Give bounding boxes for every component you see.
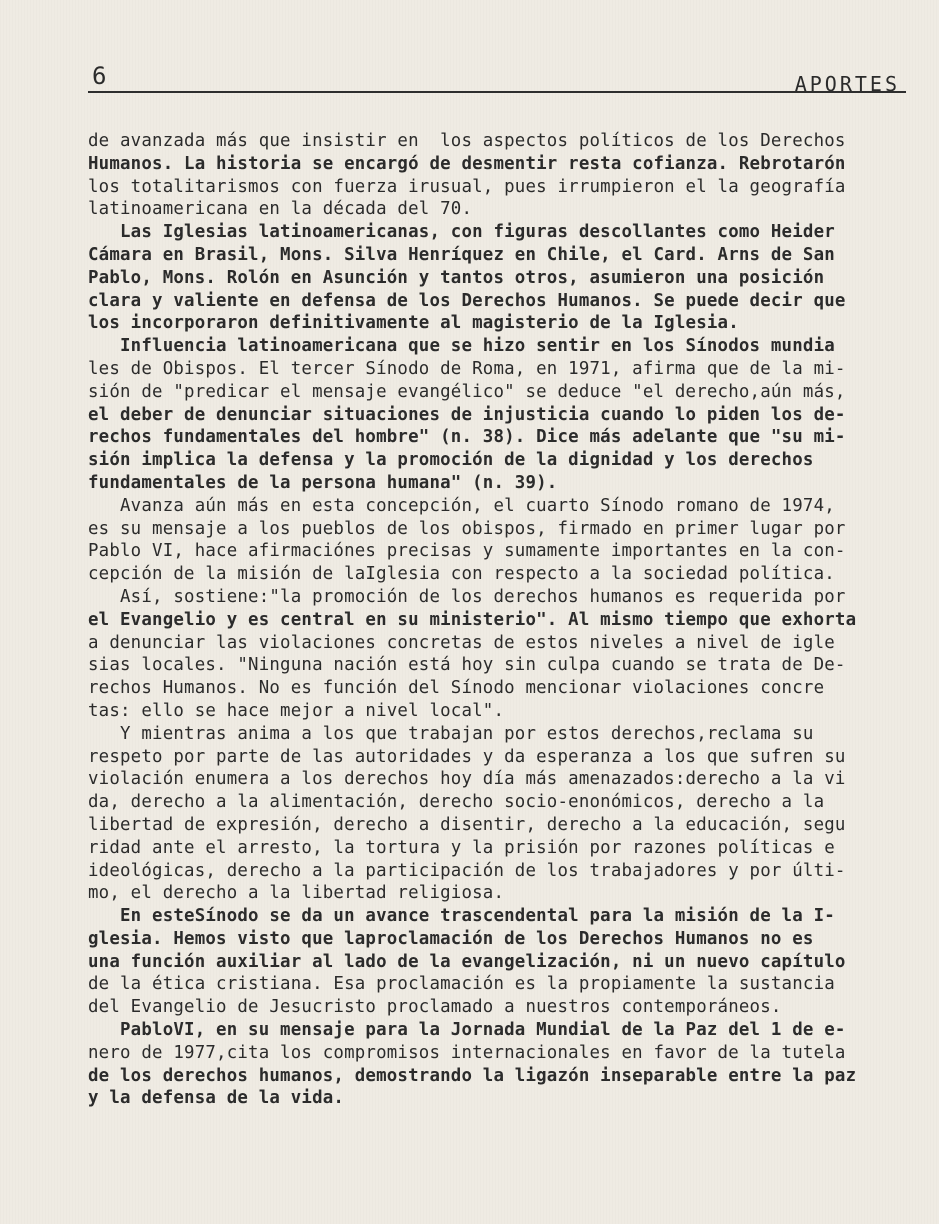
- text-line: Avanza aún más en esta concepción, el cuarto Sínodo romano de 1974,: [88, 495, 835, 516]
- header-rule: [88, 91, 906, 93]
- text-line: Pablo VI, hace afirmaciónes precisas y sumamente importantes en la con-: [88, 541, 846, 562]
- text-line: ridad ante el arresto, la tortura y la prisión por razones políticas e: [88, 837, 835, 858]
- text-line: de la ética cristiana. Esa proclamación es la propiamente la sustancia: [88, 974, 835, 995]
- text-line: cepción de la misión de laIglesia con respecto a la sociedad política.: [88, 564, 835, 585]
- text-line: a denunciar las violaciones concretas de estos niveles a nivel de igle: [88, 632, 835, 653]
- text-line: el Evangelio y es central en su ministerio". Al mismo tiempo que exhorta: [88, 609, 857, 630]
- text-line: nero de 1977,cita los compromisos internacionales en favor de la tutela: [88, 1042, 846, 1063]
- text-line: latinoamericana en la década del 70.: [88, 199, 473, 220]
- text-line: Las Iglesias latinoamericanas, con figuras descollantes como Heider: [88, 222, 835, 243]
- text-line: glesia. Hemos visto que laproclamación de los Derechos Humanos no es: [88, 928, 814, 949]
- text-line: el deber de denunciar situaciones de injusticia cuando lo piden los de-: [88, 404, 846, 425]
- text-line: sión de "predicar el mensaje evangélico" se deduce "el derecho,aún más,: [88, 381, 846, 402]
- running-head: APORTES: [794, 72, 900, 96]
- text-line: de avanzada más que insistir en los aspectos políticos de los Derechos: [88, 131, 846, 151]
- text-line: clara y valiente en defensa de los Derechos Humanos. Se puede decir que: [88, 290, 846, 311]
- text-line: les de Obispos. El tercer Sínodo de Roma, en 1971, afirma que de la mi-: [88, 358, 846, 379]
- text-line: mo, el derecho a la libertad religiosa.: [88, 883, 505, 904]
- text-line: del Evangelio de Jesucristo proclamado a nuestros contemporáneos.: [88, 997, 782, 1018]
- text-line: violación enumera a los derechos hoy día más amenazados:derecho a la vi: [88, 769, 846, 790]
- text-line: los totalitarismos con fuerza irusual, pues irrumpieron el la geografía: [88, 176, 846, 197]
- text-line: respeto por parte de las autoridades y da esperanza a los que sufren su: [88, 746, 846, 767]
- text-line: Así, sostiene:"la promoción de los derechos humanos es requerida por: [88, 586, 846, 607]
- text-line: y la defensa de la vida.: [88, 1088, 345, 1109]
- text-line: libertad de expresión, derecho a disentir, derecho a la educación, segu: [88, 814, 846, 835]
- text-line: una función auxiliar al lado de la evangelización, ni un nuevo capítulo: [88, 951, 846, 972]
- text-line: fundamentales de la persona humana" (n. 39).: [88, 472, 558, 493]
- text-line: Influencia latinoamericana que se hizo sentir en los Sínodos mundia: [88, 336, 835, 357]
- text-line: Cámara en Brasil, Mons. Silva Henríquez en Chile, el Card. Arns de San: [88, 244, 835, 265]
- text-line: Humanos. La historia se encargó de desmentir resta cofianza. Rebrotarón: [88, 153, 846, 174]
- text-line: sias locales. "Ninguna nación está hoy sin culpa cuando se trata de De-: [88, 655, 846, 676]
- text-line: rechos fundamentales del hombre" (n. 38). Dice más adelante que "su mi-: [88, 427, 846, 448]
- text-line: de los derechos humanos, demostrando la ligazón inseparable entre la paz: [88, 1065, 857, 1086]
- text-line: PabloVI, en su mensaje para la Jornada Mundial de la Paz del 1 de e-: [88, 1020, 846, 1041]
- page-number: 6: [92, 62, 108, 90]
- text-line: es su mensaje a los pueblos de los obispos, firmado en primer lugar por: [88, 518, 846, 539]
- body-text: [88, 130, 924, 1110]
- page-header: [88, 60, 906, 100]
- text-line: Pablo, Mons. Rolón en Asunción y tantos otros, asumieron una posición: [88, 267, 825, 288]
- text-line: los incorporaron definitivamente al magisterio de la Iglesia.: [88, 313, 739, 334]
- text-line: ideológicas, derecho a la participación de los trabajadores y por últi-: [88, 860, 846, 881]
- text-line: sión implica la defensa y la promoción de la dignidad y los derechos: [88, 450, 814, 471]
- text-line: En esteSínodo se da un avance trascendental para la misión de la I-: [88, 906, 835, 927]
- text-line: tas: ello se hace mejor a nivel local".: [88, 700, 505, 721]
- text-line: Y mientras anima a los que trabajan por estos derechos,reclama su: [88, 723, 814, 744]
- text-line: da, derecho a la alimentación, derecho socio-enonómicos, derecho a la: [88, 792, 825, 813]
- text-line: rechos Humanos. No es función del Sínodo mencionar violaciones concre: [88, 678, 825, 699]
